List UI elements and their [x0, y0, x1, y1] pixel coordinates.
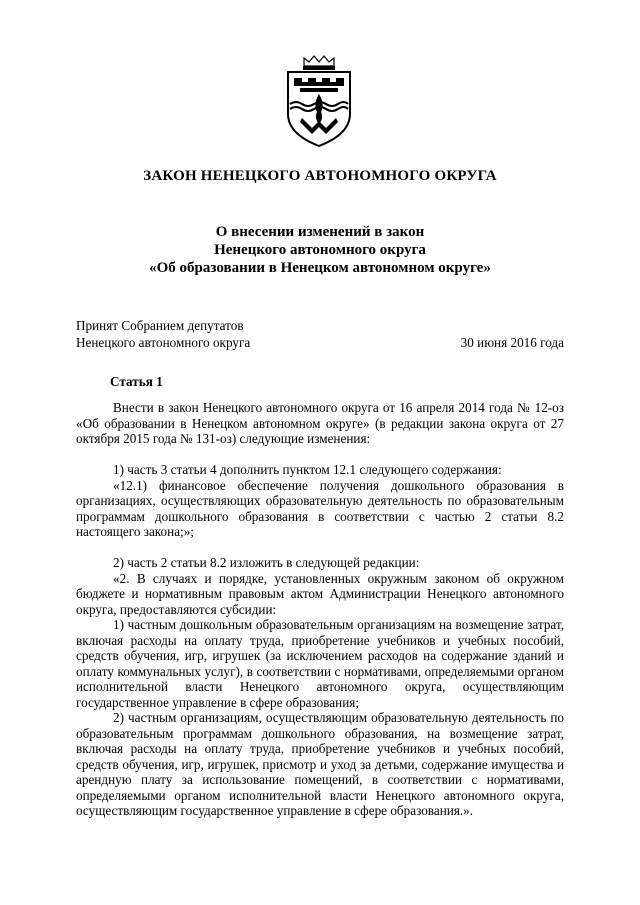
- paragraph: 1) частным дошкольным образовательным организациям на возмещение затрат, включая расходы на оплату труда, приобретение учебников и учебных пособий, средств обучения, игр, игрушек (за исключением расходов на содержание зданий и оплату коммунальных услуг), в соответствии с нормативами, определяемыми органом исполнительной власти Ненецкого автономного округа, осуществляющим государственное управление в сфере образования;: [76, 617, 564, 710]
- adoption-date: 30 июня 2016 года: [460, 335, 564, 350]
- article-title: Статья 1: [110, 374, 163, 389]
- paragraph: 2) частным организациям, осуществляющим образовательную деятельность по образовательным программам дошкольного образования, на возмещение затрат, включая расходы на оплату труда, приобретение учебников и учебных пособий, средств обучения, игр, игрушек, присмотр и уход за детьми, содержание имущества и арендную плату за использование помещений, в соответствии с нормативами, определяемыми органом исполнительной власти Ненецкого автономного округа, осуществляющим государственное управление в сфере образования.».: [76, 710, 564, 818]
- paragraph: Внести в закон Ненецкого автономного округа от 16 апреля 2014 года № 12-оз «Об образовании в Ненецком автономном округе» (в редакции закона округа от 27 октября 2015 года № 131-оз) следующие изменения:: [76, 400, 564, 446]
- subtitle-line: «Об образовании в Ненецком автономном округе»: [149, 260, 491, 276]
- coat-of-arms-icon: [282, 54, 356, 148]
- law-subtitle: [0, 223, 640, 277]
- law-title: ЗАКОН НЕНЕЦКОГО АВТОНОМНОГО ОКРУГА: [143, 168, 497, 184]
- adoption-line: Ненецкого автономного округа: [76, 335, 251, 350]
- paragraph: «2. В случаях и порядке, установленных окружным законом об окружном бюджете и нормативным правовым актом Администрации Ненецкого автономного округа, предоставляются субсидии:: [76, 570, 564, 617]
- adoption-line: Принят Собранием депутатов: [76, 318, 244, 333]
- subtitle-line: Ненецкого автономного округа: [214, 242, 426, 258]
- adoption-block: [76, 317, 564, 351]
- paragraph: 2) часть 2 статьи 8.2 изложить в следующей редакции:: [113, 555, 420, 570]
- subtitle-line: О внесении изменений в закон: [215, 224, 425, 240]
- paragraph: 1) часть 3 статьи 4 дополнить пунктом 12.1 следующего содержания:: [113, 462, 502, 477]
- article-body: [76, 400, 564, 819]
- paragraph: «12.1) финансовое обеспечение получения дошкольного образования в организациях, осуществляющих образовательную деятельность по образовательным программам дошкольного образования в соответствии с частью 2 статьи 8.2 настоящего закона;»;: [76, 477, 564, 539]
